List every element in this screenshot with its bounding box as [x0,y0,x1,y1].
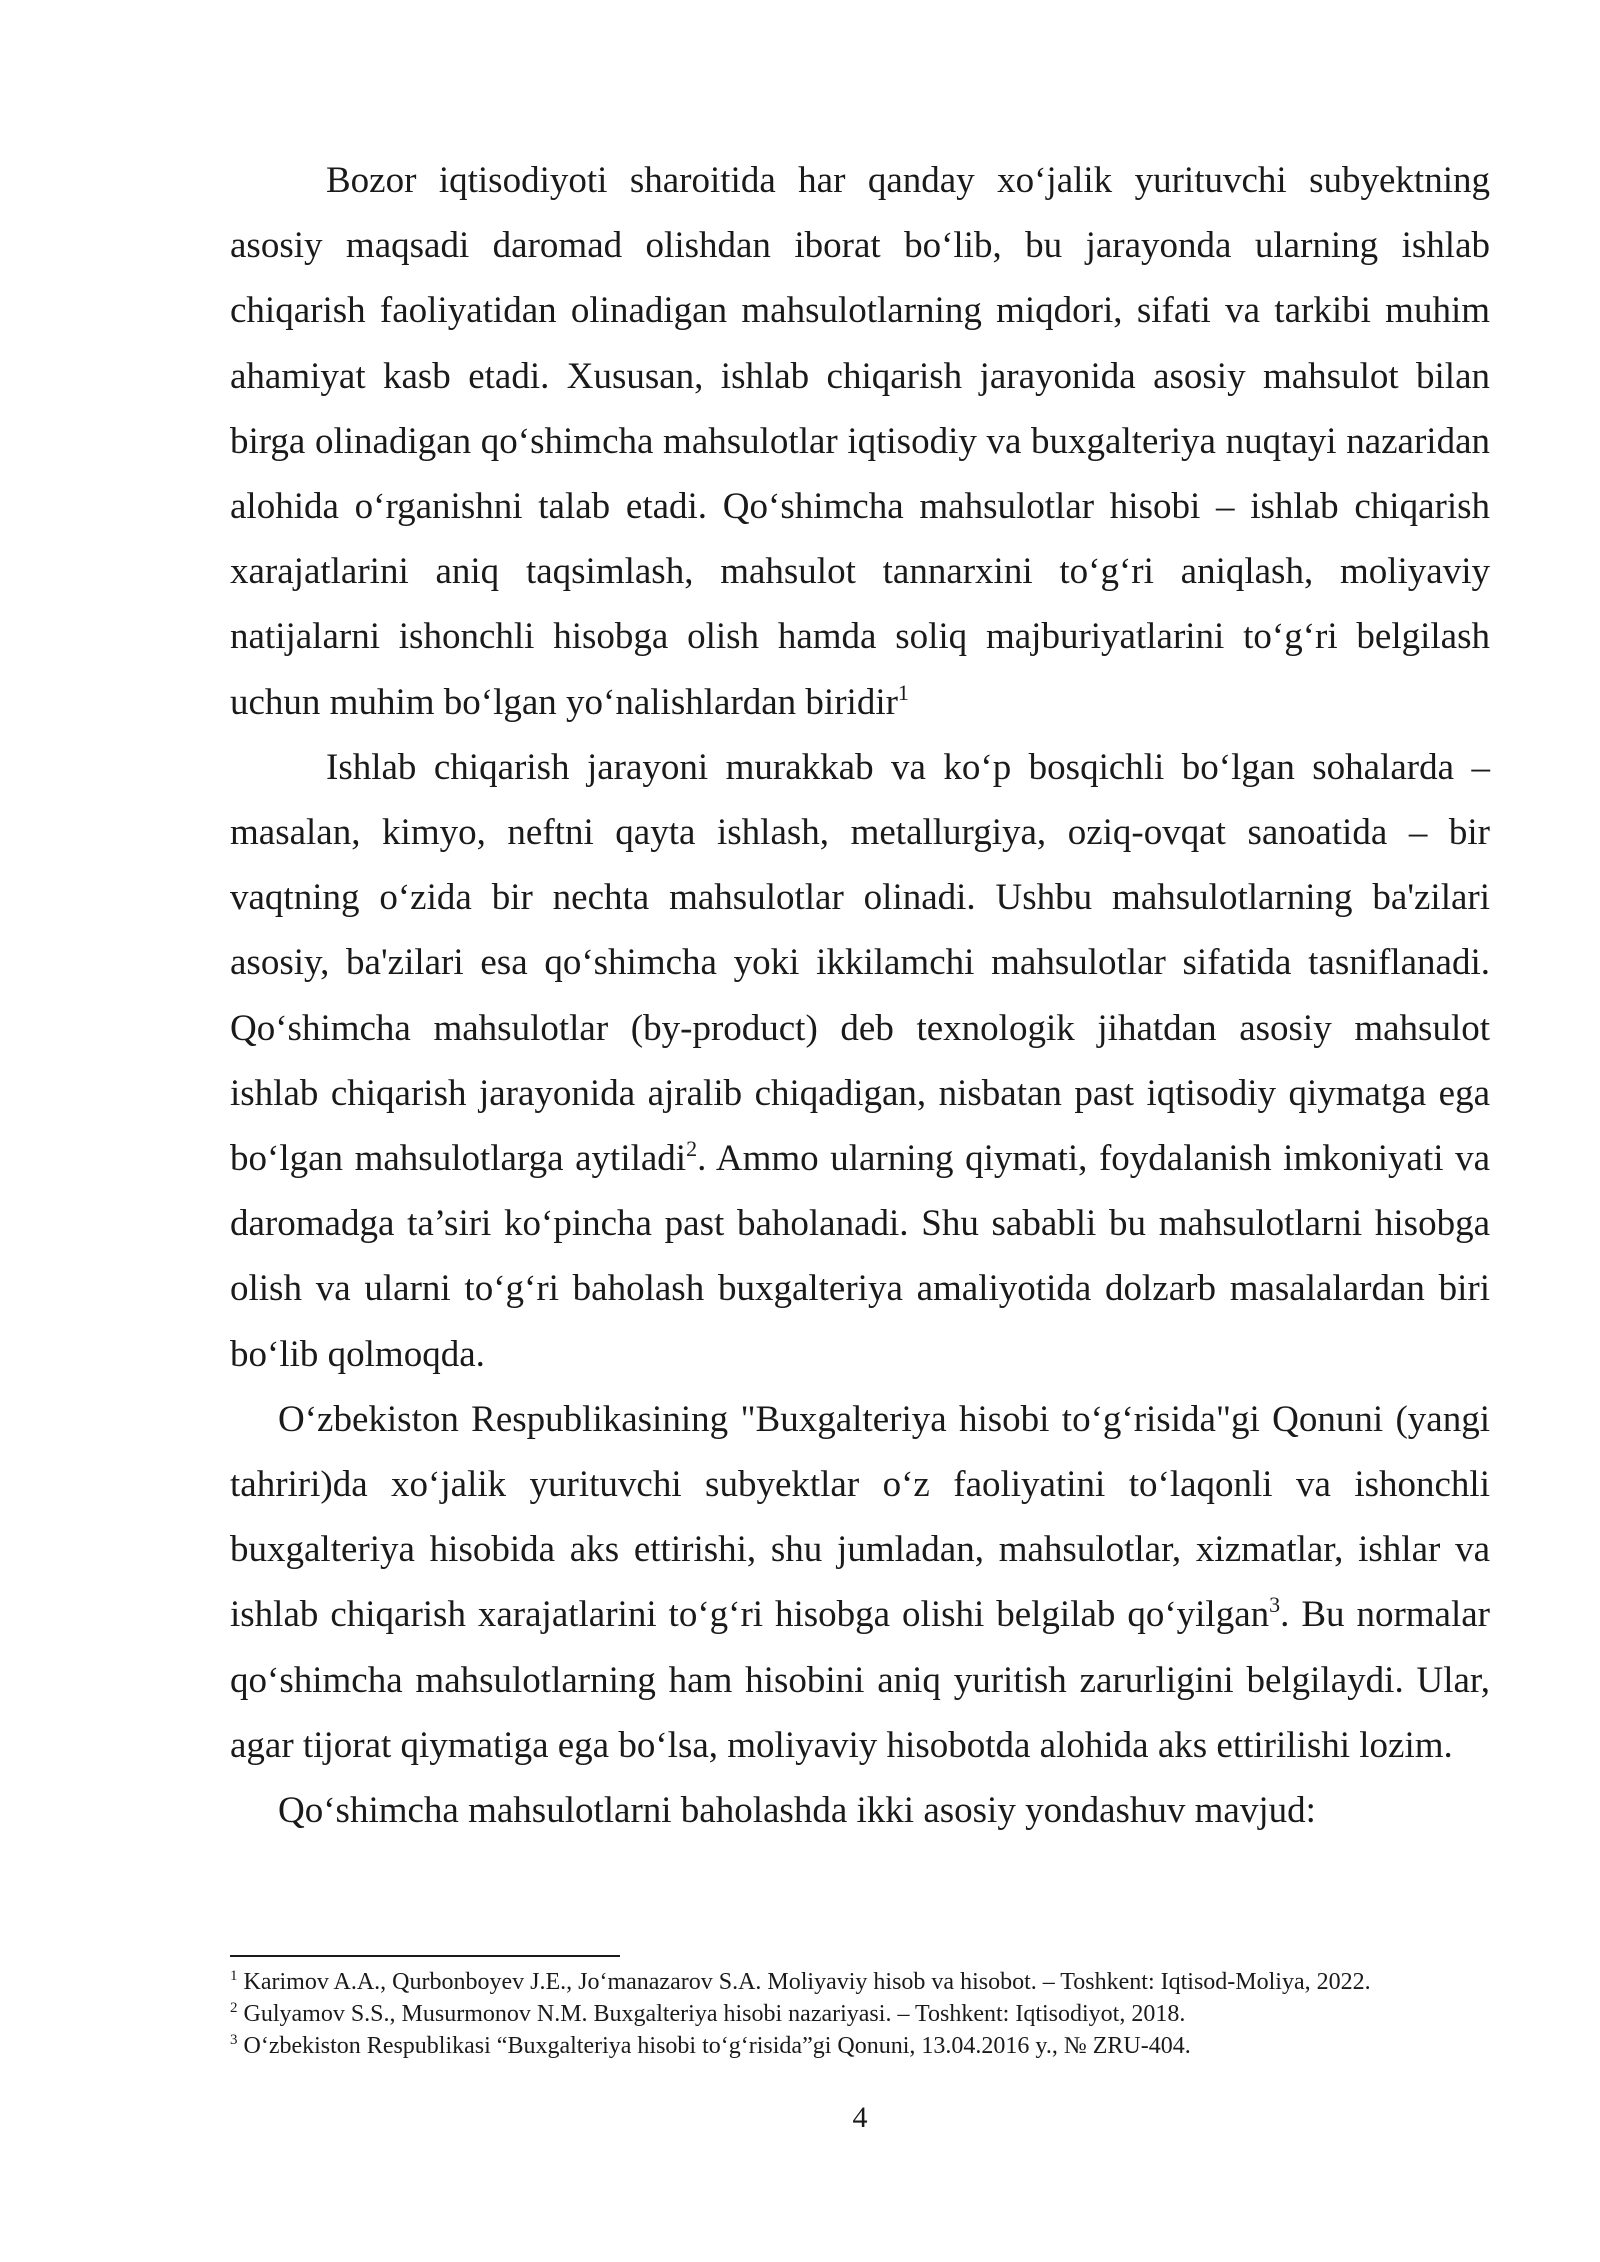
paragraph-4 [230,1778,1490,1843]
footnote-text-1: Karimov A.A., Qurbonboyev J.E., Joʻmanazarov S.A. Moliyaviy hisob va hisobot. – Toshkent: Iqtisod-Moliya, 2022. [243,1969,1371,1995]
footnote-ref-3[interactable]: 3 [1269,1592,1281,1618]
paragraph-2-text-a: Ishlab chiqarish jarayoni murakkab va koʻp bosqichli boʻlgan sohalarda – masalan, kimyo, neftni qayta ishlash, metallurgiya, oziq-ovqat sanoatida – bir vaqtning oʻzida bir nechta mahsulotlar olinadi. Ushbu mahsulotlarning ba'zilari asosiy, ba'zilari esa qoʻshimcha yoki ikkilamchi mahsulotlar sifatida tasniflanadi. Qoʻshimcha mahsulotlar (by-product) deb texnologik jihatdan asosiy mahsulot ishlab chiqarish jarayonida ajralib chiqadigan, nisbatan past iqtisodiy qiymatga ega boʻlgan mahsulotlarga aytiladi [230,746,1490,1180]
footnotes [230,1966,1490,2062]
paragraph-2 [230,735,1490,1387]
body-text [230,148,1490,1843]
paragraph-3 [230,1387,1490,1778]
paragraph-1-text: Bozor iqtisodiyoti sharoitida har qanday xoʻjalik yurituvchi subyektning asosiy maqsadi daromad olishdan iborat boʻlib, bu jarayonda ularning ishlab chiqarish faoliyatidan olinadigan mahsulotlarning miqdori, sifati va tarkibi muhim ahamiyat kasb etadi. Xususan, ishlab chiqarish jarayonida asosiy mahsulot bilan birga olinadigan qoʻshimcha mahsulotlar iqtisodiy va buxgalteriya nuqtayi nazaridan alohida oʻrganishni talab etadi. Qoʻshimcha mahsulotlar hisobi – ishlab chiqarish xarajatlarini aniq taqsimlash, mahsulot tannarxini toʻgʻri aniqlash, moliyaviy natijalarni ishonchli hisobga olish hamda soliq majburiyatlarini toʻgʻri belgilash uchun muhim boʻlgan yoʻnalishlardan biridir [230,160,1490,723]
footnote-number-2: 2 [230,2000,238,2016]
footnote-1 [230,1966,1490,1998]
footnote-2 [230,1998,1490,2030]
footnote-number-1: 1 [230,1968,238,1984]
footnote-ref-2[interactable]: 2 [686,1136,698,1162]
paragraph-4-text: Qoʻshimcha mahsulotlarni baholashda ikki asosiy yondashuv mavjud: [278,1790,1316,1832]
footnote-text-2: Gulyamov S.S., Musurmonov N.M. Buxgalteriya hisobi nazariyasi. – Toshkent: Iqtisodiyot, 2018. [243,2001,1186,2027]
paragraph-2-text-b: . Ammo ularning qiymati, foydalanish imkoniyati va daromadga ta’siri koʻpincha past baholanadi. Shu sababli bu mahsulotlarni hisobga olish va ularni toʻgʻri baholash buxgalteriya amaliyotida dolzarb masalalardan biri boʻlib qolmoqda. [230,1138,1490,1375]
footnote-text-3: Oʻzbekiston Respublikasi “Buxgalteriya hisobi toʻgʻrisida”gi Qonuni, 13.04.2016 y., № ZRU-404. [243,2033,1191,2059]
paragraph-3-text-a: Oʻzbekiston Respublikasining "Buxgalteriya hisobi toʻgʻrisida"gi Qonuni (yangi tahriri)da xoʻjalik yurituvchi subyektlar oʻz faoliyatini toʻlaqonli va ishonchli buxgalteriya hisobida aks ettirishi, shu jumladan, mahsulotlar, xizmatlar, ishlar va ishlab chiqarish xarajatlarini toʻgʻri hisobga olishi belgilab qoʻyilgan [230,1398,1490,1636]
paragraph-1 [230,148,1490,735]
footnote-3 [230,2030,1490,2062]
footnote-separator [230,1955,620,1957]
paragraph-3-text-b: . Bu normalar qoʻshimcha mahsulotlarning ham hisobini aniq yuritish zarurligini belgilaydi. Ular, agar tijorat qiymatiga ega boʻlsa, moliyaviy hisobotda alohida aks ettirilishi lozim. [230,1594,1490,1766]
footnote-number-3: 3 [230,2032,238,2048]
page-number: 4 [852,2101,868,2134]
footnote-ref-1[interactable]: 1 [897,679,909,705]
